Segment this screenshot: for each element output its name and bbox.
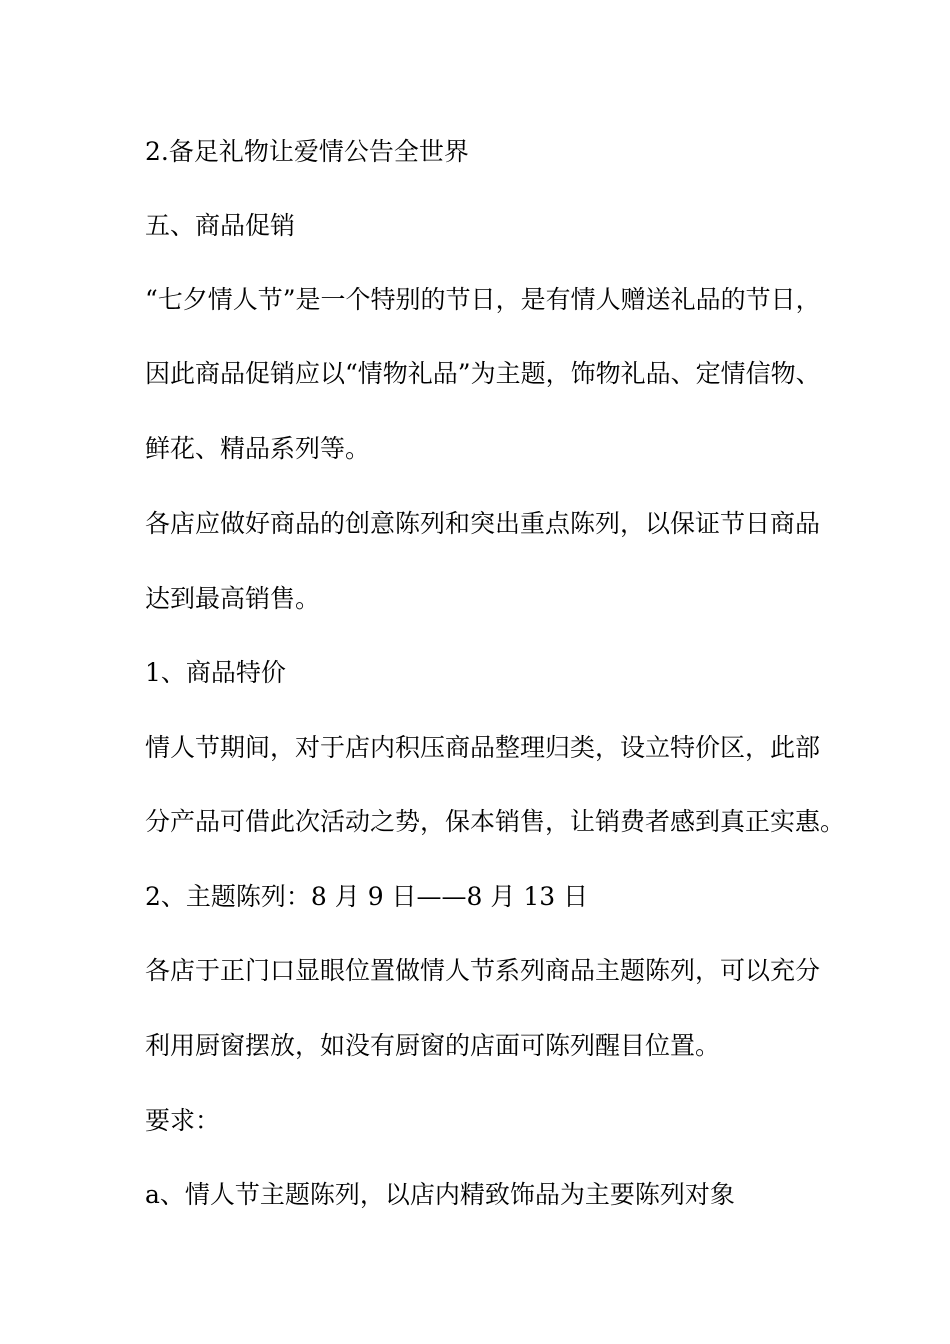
paragraph-line: 达到最高销售。: [145, 584, 321, 613]
list-item: a、情人节主题陈列，以店内精致饰品为主要陈列对象: [145, 1180, 735, 1209]
paragraph-line: 分产品可借此次活动之势，保本销售，让销费者感到真正实惠。: [145, 807, 846, 836]
section-heading: 五、商品促销: [145, 211, 296, 240]
paragraph-line: 鲜花、精品系列等。: [145, 434, 371, 463]
section-heading: 2.备足礼物让爱情公告全世界: [145, 137, 469, 166]
paragraph-line: 利用厨窗摆放，如没有厨窗的店面可陈列醒目位置。: [145, 1031, 721, 1060]
paragraph-line: 各店应做好商品的创意陈列和突出重点陈列，以保证节日商品: [145, 509, 821, 538]
subsection-heading: 1、商品特价: [145, 658, 286, 687]
paragraph-line: 情人节期间，对于店内积压商品整理归类，设立特价区，此部: [145, 733, 821, 762]
subsection-heading: 2、主题陈列：8 月 9 日——8 月 13 日: [145, 882, 589, 911]
paragraph-line: 要求：: [145, 1106, 221, 1135]
paragraph-line: 因此商品促销应以“情物礼品”为主题，饰物礼品、定情信物、: [145, 359, 821, 388]
paragraph-line: 各店于正门口显眼位置做情人节系列商品主题陈列，可以充分: [145, 956, 821, 985]
paragraph-line: “七夕情人节”是一个特别的节日，是有情人赠送礼品的节日，: [145, 285, 821, 314]
